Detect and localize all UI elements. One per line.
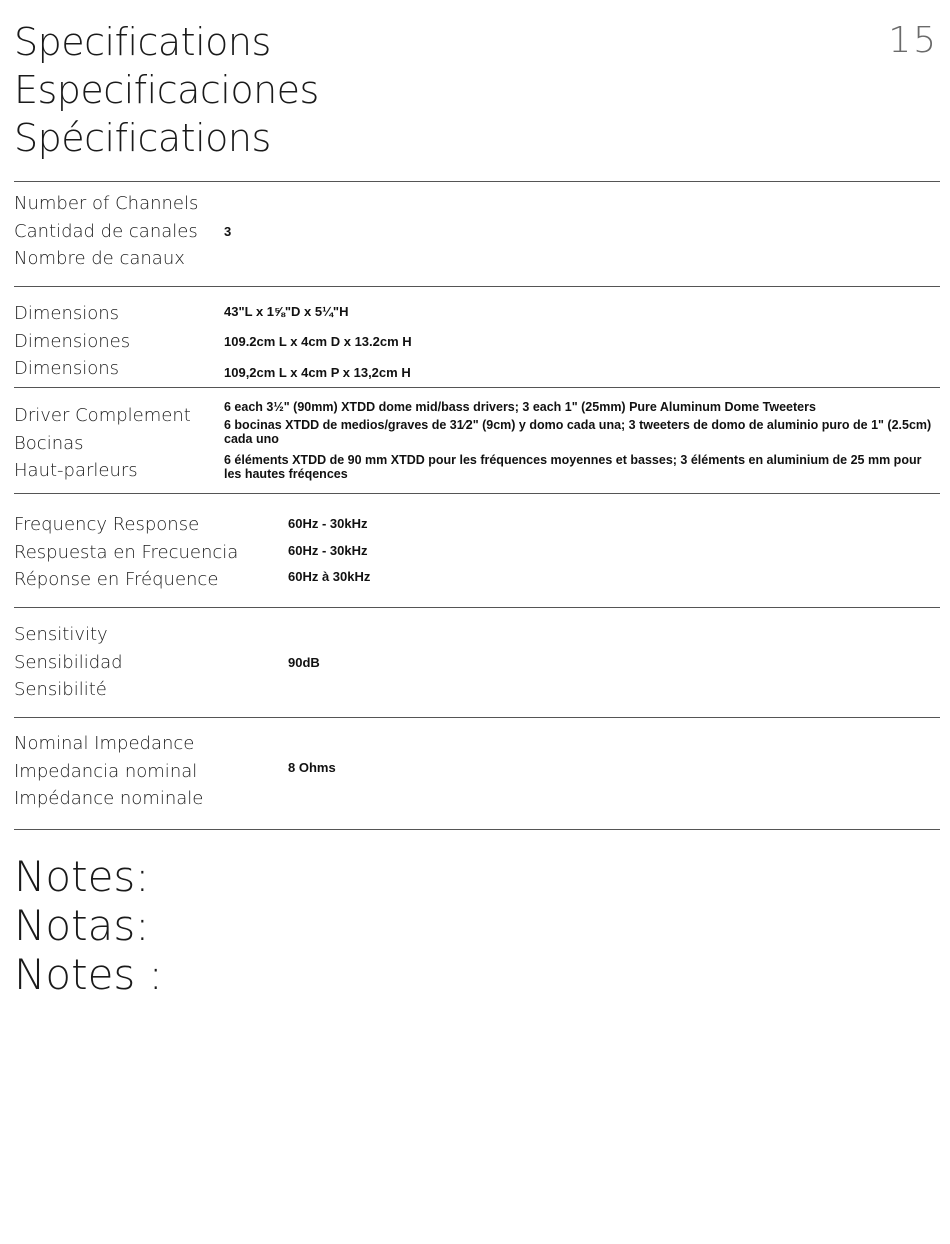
spec-frequency-labels (14, 511, 238, 594)
section-divider (14, 181, 940, 182)
spec-frequency (14, 511, 940, 601)
spec-drivers (14, 402, 940, 492)
spec-value-en: 60Hz - 30kHz (288, 516, 368, 531)
spec-value-en: 6 each 3½" (90mm) XTDD dome mid/bass drivers; 3 each 1" (25mm) Pure Aluminum Dome Tweeters (224, 400, 816, 414)
section-divider (14, 717, 940, 718)
spec-channels-labels (14, 190, 198, 273)
spec-label-es: Sensibilidad (14, 651, 123, 673)
spec-value-fr: 109,2cm L x 4cm P x 13,2cm H (224, 365, 411, 380)
spec-value-es: 6 bocinas XTDD de medios/graves de 31⁄2" (9cm) y domo cada una; 3 tweeters de domo de aluminio puro de 1" (2.5cm) cada uno (224, 418, 932, 446)
spec-label-es: Bocinas (14, 432, 84, 454)
section-divider (14, 829, 940, 830)
spec-label-fr: Réponse en Fréquence (14, 569, 219, 590)
notes-heading-es: Notas: (14, 901, 150, 950)
spec-label-fr: Haut-parleurs (14, 460, 138, 481)
spec-label-fr: Impédance nominale (14, 788, 204, 809)
spec-value: 8 Ohms (288, 760, 336, 775)
spec-label-es: Dimensiones (14, 330, 131, 352)
spec-value-fr: 60Hz à 30kHz (288, 569, 371, 584)
notes-heading-fr: Notes : (14, 950, 163, 999)
page-title-en: Specifications (14, 20, 271, 64)
page-title-fr: Spécifications (14, 116, 271, 160)
spec-value-fr: 6 éléments XTDD de 90 mm XTDD pour les fréquences moyennes et basses; 3 éléments en aluminium de 25 mm pour les hautes fréqences (224, 453, 922, 481)
spec-drivers-labels (14, 402, 191, 485)
spec-value: 90dB (288, 655, 320, 670)
spec-dimensions-labels (14, 300, 130, 383)
spec-value-en: 43"L x 1⅝"D x 5¼"H (224, 304, 349, 319)
spec-impedance-labels (14, 730, 203, 813)
spec-label-en: Nominal Impedance (14, 733, 195, 754)
spec-label-en: Sensitivity (14, 624, 108, 645)
notes-heading-en: Notes: (14, 852, 150, 901)
spec-value: 3 (224, 224, 232, 239)
spec-value-es: 60Hz - 30kHz (288, 543, 368, 558)
spec-sensitivity (14, 621, 940, 711)
spec-label-en: Dimensions (14, 303, 120, 324)
spec-label-en: Driver Complement (14, 405, 191, 426)
spec-label-en: Number of Channels (14, 193, 199, 214)
spec-label-es: Cantidad de canales (14, 220, 198, 242)
section-divider (14, 286, 940, 287)
notes-block (14, 852, 163, 999)
section-divider (14, 493, 940, 494)
spec-label-es: Impedancia nominal (14, 760, 198, 782)
spec-sensitivity-labels (14, 621, 123, 704)
spec-channels (14, 190, 940, 280)
page-title-block (14, 18, 319, 162)
spec-value-es: 109.2cm L x 4cm D x 13.2cm H (224, 334, 412, 349)
spec-label-fr: Nombre de canaux (14, 248, 185, 269)
spec-label-es: Respuesta en Frecuencia (14, 541, 239, 563)
spec-label-fr: Dimensions (14, 358, 120, 379)
page-number: 15 (888, 20, 938, 61)
spec-impedance (14, 730, 940, 820)
page-title-es: Especificaciones (14, 68, 319, 112)
spec-label-fr: Sensibilité (14, 679, 107, 700)
section-divider (14, 387, 940, 388)
spec-dimensions (14, 300, 940, 386)
spec-label-en: Frequency Response (14, 514, 200, 535)
section-divider (14, 607, 940, 608)
